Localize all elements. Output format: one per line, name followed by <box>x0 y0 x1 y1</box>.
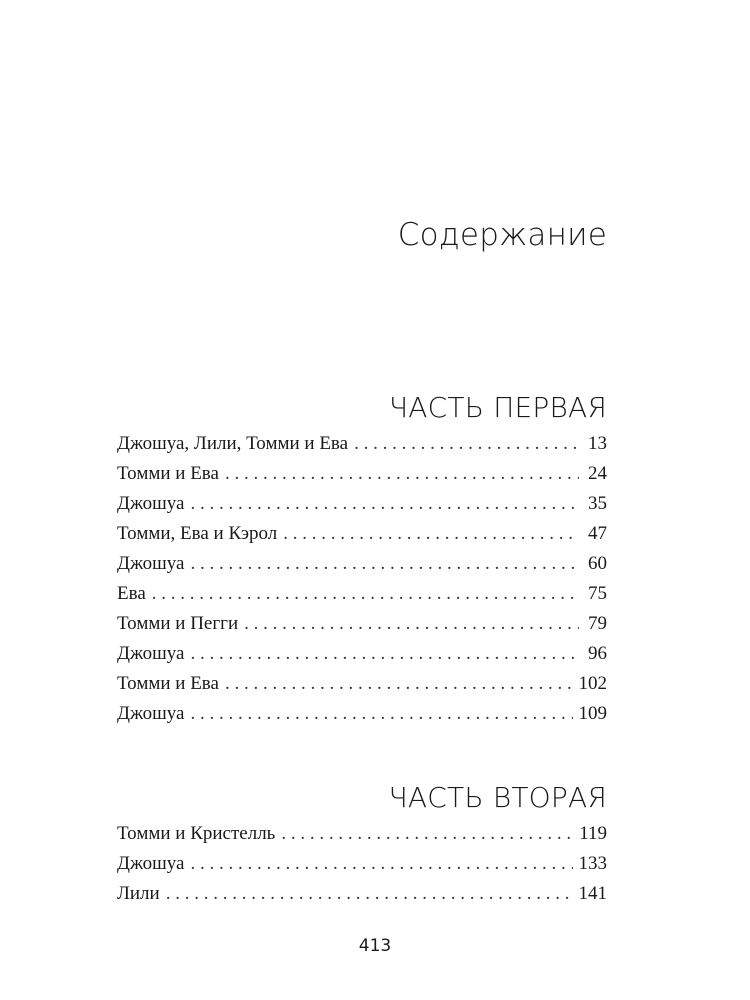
dot-leader <box>354 429 579 459</box>
toc-entry-page: 24 <box>588 463 607 484</box>
dot-leader <box>244 609 579 639</box>
dot-leader <box>281 819 573 849</box>
toc-list-part-1 <box>117 429 607 729</box>
toc-entry-page: 102 <box>578 673 607 694</box>
toc-entry <box>117 579 607 609</box>
toc-entry-title: Джошуа <box>117 703 185 724</box>
toc-entry <box>117 699 607 729</box>
toc-list-part-2 <box>117 819 607 909</box>
page-number: 413 <box>358 936 392 956</box>
toc-entry <box>117 519 607 549</box>
toc-entry-page: 133 <box>578 853 607 874</box>
dot-leader <box>190 489 579 519</box>
toc-entry-page: 119 <box>579 823 607 844</box>
toc-entry-page: 141 <box>578 883 607 904</box>
dot-leader <box>225 669 573 699</box>
toc-entry-title: Лили <box>117 883 160 904</box>
toc-entry <box>117 549 607 579</box>
toc-entry-title: Джошуа <box>117 493 185 514</box>
toc-entry <box>117 429 607 459</box>
part-heading-1: ЧАСТЬ ПЕРВАЯ <box>388 391 607 425</box>
toc-entry-page: 109 <box>578 703 607 724</box>
toc-entry-title: Томми и Кристелль <box>117 823 276 844</box>
toc-entry-title: Томми и Пегги <box>117 613 239 634</box>
toc-entry-title: Ева <box>117 583 146 604</box>
dot-leader <box>166 879 573 909</box>
dot-leader <box>190 849 572 879</box>
toc-entry-title: Джошуа, Лили, Томми и Ева <box>117 433 349 454</box>
page-title: Содержание <box>397 216 607 253</box>
dot-leader <box>190 639 579 669</box>
toc-entry-page: 35 <box>588 493 607 514</box>
dot-leader <box>225 459 579 489</box>
toc-entry-page: 96 <box>588 643 607 664</box>
toc-entry-title: Джошуа <box>117 553 185 574</box>
toc-entry <box>117 669 607 699</box>
toc-entry-title: Томми и Ева <box>117 673 219 694</box>
toc-entry-page: 75 <box>588 583 607 604</box>
dot-leader <box>152 579 579 609</box>
part-heading-2: ЧАСТЬ ВТОРАЯ <box>388 781 607 815</box>
toc-entry <box>117 819 607 849</box>
toc-entry-title: Джошуа <box>117 643 185 664</box>
toc-entry-page: 13 <box>588 433 607 454</box>
toc-entry <box>117 849 607 879</box>
toc-entry-title: Томми, Ева и Кэрол <box>117 523 278 544</box>
dot-leader <box>190 549 579 579</box>
toc-entry-title: Томми и Ева <box>117 463 219 484</box>
toc-entry <box>117 879 607 909</box>
toc-entry-page: 60 <box>588 553 607 574</box>
toc-entry-page: 79 <box>588 613 607 634</box>
dot-leader <box>283 519 579 549</box>
toc-entry <box>117 609 607 639</box>
toc-entry <box>117 639 607 669</box>
dot-leader <box>190 699 572 729</box>
toc-entry <box>117 489 607 519</box>
toc-entry-title: Джошуа <box>117 853 185 874</box>
toc-entry-page: 47 <box>588 523 607 544</box>
toc-entry <box>117 459 607 489</box>
